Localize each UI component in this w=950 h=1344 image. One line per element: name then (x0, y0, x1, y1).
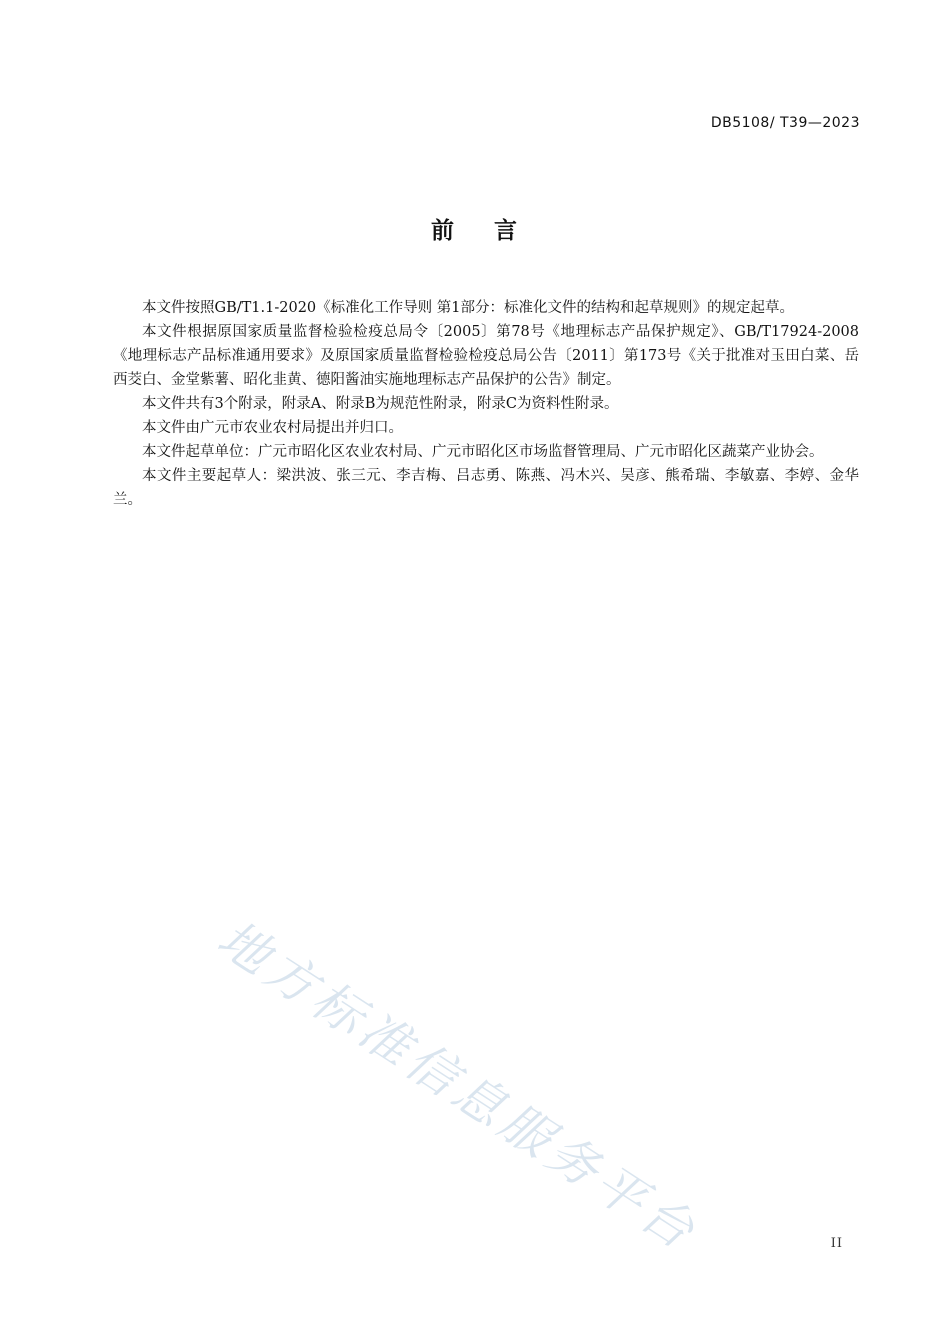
title-char-1: 前 (431, 218, 456, 244)
paragraph-proposer: 本文件由广元市农业农村局提出并归口。 (142, 420, 403, 436)
page-title (0, 212, 950, 245)
paragraph-basis: 本文件根据原国家质量监督检验检疫总局令〔2005〕第78号《地理标志产品保护规定》、GB/T17924-2008《地理标志产品标准通用要求》及原国家质量监督检验检疫总局公告〔2011〕第173号《关于批准对玉田白菜、岳西茭白、金堂紫薯、昭化韭黄、德阳酱油实施地理标志产品保护的公告》制定。 (113, 324, 859, 388)
paragraph-drafting-rules: 本文件按照GB/T1.1-2020《标准化工作导则 第1部分：标准化文件的结构和起草规则》的规定起草。 (142, 300, 794, 316)
watermark: 地方标准信息服务平台 (207, 909, 709, 1263)
foreword-body (113, 296, 859, 512)
page-number: II (830, 1236, 843, 1251)
paragraph-drafting-units: 本文件起草单位：广元市昭化区农业农村局、广元市昭化区市场监督管理局、广元市昭化区蔬菜产业协会。 (142, 444, 824, 460)
paragraph-drafters: 本文件主要起草人：梁洪波、张三元、李吉梅、吕志勇、陈燕、冯木兴、吴彦、熊希瑞、李敏嘉、李婷、金华兰。 (113, 468, 859, 508)
paragraph-appendices: 本文件共有3个附录，附录A、附录B为规范性附录，附录C为资料性附录。 (142, 396, 619, 412)
document-code: DB5108/ T39—2023 (710, 115, 860, 131)
title-char-2: 言 (494, 218, 519, 244)
